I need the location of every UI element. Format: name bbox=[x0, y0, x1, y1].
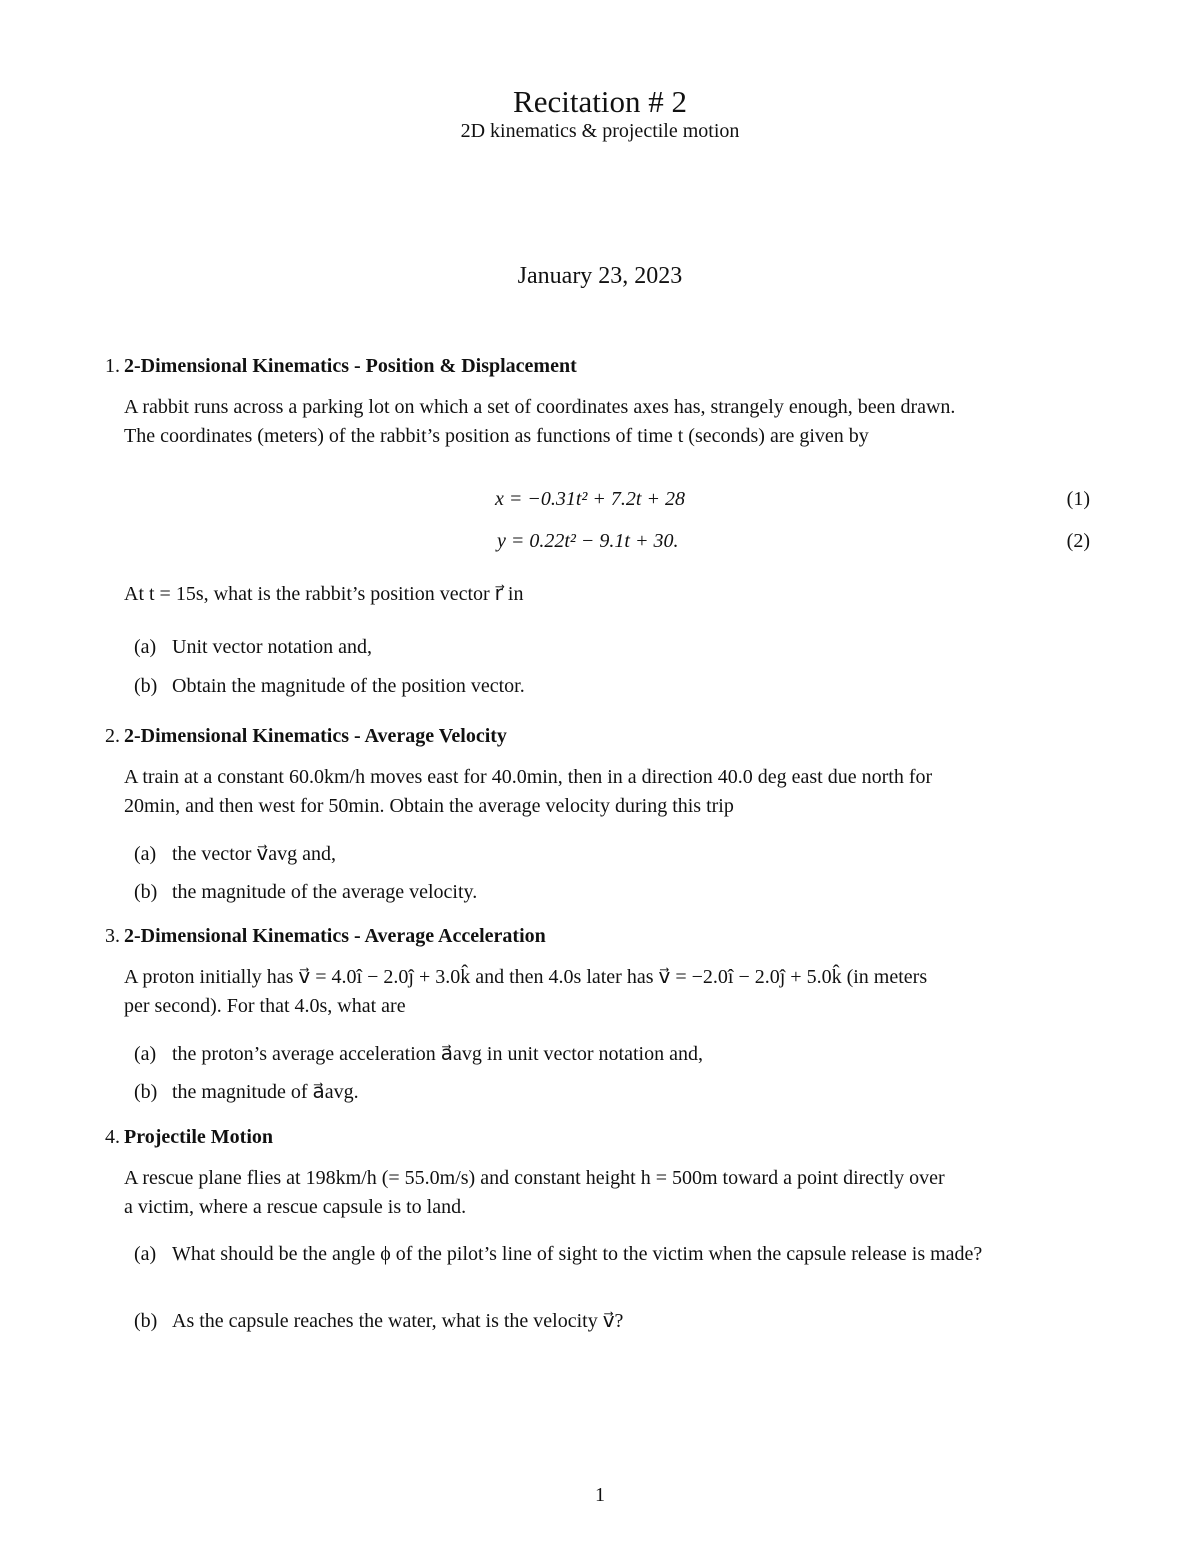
problem-4-heading: Projectile Motion bbox=[124, 1126, 274, 1148]
problem-2-item-b bbox=[134, 878, 1090, 907]
problem-1-text-line2: The coordinates (meters) of the rabbit’s position as functions of time t (seconds) are given by bbox=[124, 425, 869, 447]
item-text: As the capsule reaches the water, what is the velocity v⃗? bbox=[172, 1310, 624, 1332]
problem-3-heading: 2-Dimensional Kinematics - Average Acceleration bbox=[124, 925, 546, 947]
item-label: (b) bbox=[134, 881, 158, 903]
item-label: (b) bbox=[134, 1081, 158, 1103]
problem-4-text-line1: A rescue plane flies at 198km/h (= 55.0m/s) and constant height h = 500m toward a point directly over bbox=[124, 1167, 945, 1189]
problem-2-heading: 2-Dimensional Kinematics - Average Velocity bbox=[124, 725, 507, 747]
problem-1-heading: 2-Dimensional Kinematics - Position & Displacement bbox=[124, 355, 577, 377]
item-text: the vector v⃗avg and, bbox=[172, 843, 336, 865]
item-label: (a) bbox=[134, 636, 157, 658]
problem-4-text-line2: a victim, where a rescue capsule is to land. bbox=[124, 1196, 467, 1218]
problem-2-item-a bbox=[134, 840, 1090, 869]
page-subtitle: 2D kinematics & projectile motion bbox=[460, 120, 740, 142]
equation-1: x = −0.31t² + 7.2t + 28 bbox=[495, 488, 685, 510]
problem-3-text-line2: per second). For that 4.0s, what are bbox=[124, 995, 406, 1017]
problem-2-text-line1: A train at a constant 60.0km/h moves east for 40.0min, then in a direction 40.0 deg east due north for bbox=[124, 766, 933, 788]
problem-3-text-line1: A proton initially has v⃗ = 4.0î − 2.0ĵ + 3.0k̂ and then 4.0s later has v⃗ = −2.0î − 2.0ĵ + 5.0k̂ (in meters bbox=[124, 966, 928, 988]
problem-4-number: 4. bbox=[105, 1126, 120, 1148]
problem-2-number: 2. bbox=[105, 725, 120, 747]
item-label: (b) bbox=[134, 1310, 158, 1332]
problem-4-item-b bbox=[134, 1307, 1090, 1336]
problem-1-item-b bbox=[134, 672, 1090, 701]
problem-3-item-a bbox=[134, 1040, 1090, 1069]
page-number: 1 bbox=[595, 1484, 605, 1506]
problem-3-number: 3. bbox=[105, 925, 120, 947]
equation-2-label: (2) bbox=[1066, 530, 1090, 552]
problem-1-number: 1. bbox=[105, 355, 120, 377]
problem-1-item-a bbox=[134, 633, 1090, 662]
problem-1-text-line1: A rabbit runs across a parking lot on which a set of coordinates axes has, strangely enough, been drawn. bbox=[124, 396, 956, 418]
item-label: (b) bbox=[134, 675, 158, 697]
item-label: (a) bbox=[134, 843, 157, 865]
problem-4-item-a bbox=[134, 1240, 1090, 1269]
problem-2-text-line2: 20min, and then west for 50min. Obtain the average velocity during this trip bbox=[124, 795, 734, 817]
item-label: (a) bbox=[134, 1043, 157, 1065]
equation-1-label: (1) bbox=[1066, 488, 1090, 510]
page-date: January 23, 2023 bbox=[517, 263, 683, 289]
item-text: Unit vector notation and, bbox=[172, 636, 372, 658]
equation-2: y = 0.22t² − 9.1t + 30. bbox=[497, 530, 679, 552]
problem-1-question: At t = 15s, what is the rabbit’s position vector r⃗ in bbox=[124, 583, 524, 605]
item-text: What should be the angle ϕ of the pilot’s line of sight to the victim when the capsule release is made? bbox=[172, 1243, 983, 1265]
page-title: Recitation # 2 bbox=[513, 84, 687, 119]
item-text: the magnitude of a⃗avg. bbox=[172, 1081, 359, 1103]
item-text: the magnitude of the average velocity. bbox=[172, 881, 478, 903]
item-text: Obtain the magnitude of the position vector. bbox=[172, 675, 525, 697]
item-label: (a) bbox=[134, 1243, 157, 1265]
problem-3-item-b bbox=[134, 1078, 1090, 1107]
item-text: the proton’s average acceleration a⃗avg in unit vector notation and, bbox=[172, 1043, 703, 1065]
